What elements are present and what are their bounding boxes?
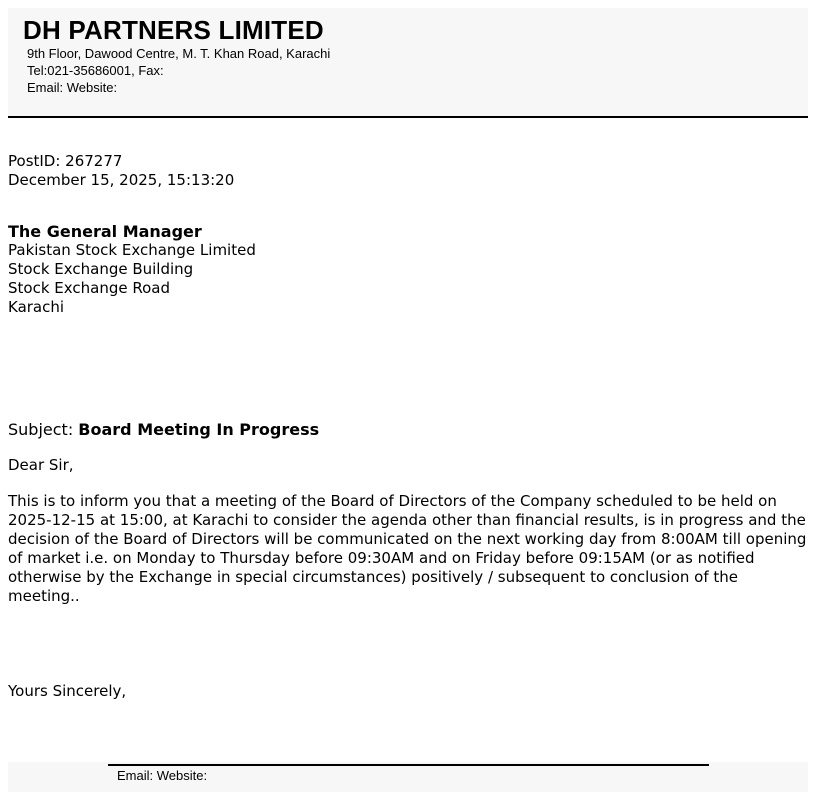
- company-phone-fax: Tel:021-35686001, Fax:: [27, 63, 164, 78]
- subject-text: Board Meeting In Progress: [78, 420, 320, 439]
- recipient-title: The General Manager: [8, 222, 202, 241]
- footer-email-website: Email: Website:: [117, 768, 208, 783]
- company-address: 9th Floor, Dawood Centre, M. T. Khan Road, Karachi: [27, 46, 331, 61]
- recipient-line: Karachi: [8, 298, 65, 316]
- post-date: December 15, 2025, 15:13:20: [8, 171, 235, 189]
- letterhead: [8, 8, 808, 116]
- recipient-line: Stock Exchange Building: [8, 260, 194, 278]
- subject-line: [8, 420, 319, 439]
- post-id: PostID: 267277: [8, 152, 123, 170]
- subject-label: Subject:: [8, 420, 79, 439]
- recipient-line: Stock Exchange Road: [8, 279, 170, 297]
- recipient-line: Pakistan Stock Exchange Limited: [8, 241, 256, 259]
- company-name: DH PARTNERS LIMITED: [23, 15, 324, 45]
- closing: Yours Sincerely,: [8, 682, 127, 700]
- body-paragraph: This is to inform you that a meeting of the Board of Directors of the Company scheduled to be held on 2025-12-15 at 15:00, at Karachi to consider the agenda other than financial results, is in progress and the decision of the Board of Directors will be communicated on the next working day from 8:00AM till opening of market i.e. on Monday to Thursday before 09:30AM and on Friday before 09:15AM (or as notified otherwise by the Exchange in special circumstances) positively / subsequent to conclusion of the meeting..: [8, 492, 807, 605]
- company-email-website: Email: Website:: [27, 80, 118, 95]
- recipient-block: [8, 222, 256, 317]
- header-divider: [8, 116, 808, 118]
- salutation: Dear Sir,: [8, 456, 74, 474]
- footer-divider: [108, 764, 709, 766]
